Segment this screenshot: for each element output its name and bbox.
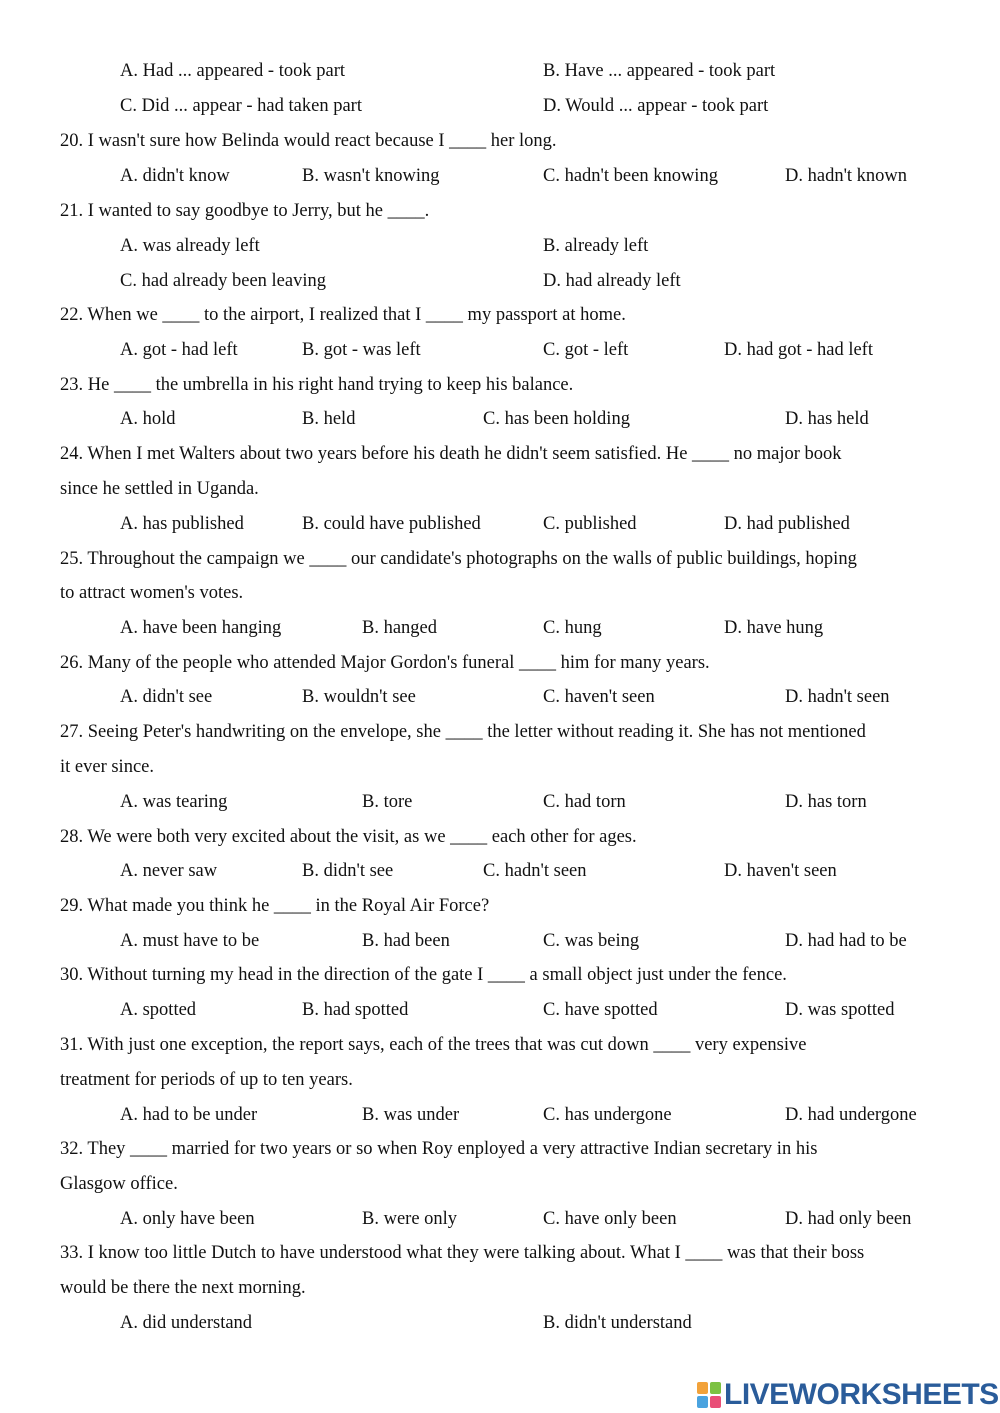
q29-opts-option-0[interactable]: A. must have to be bbox=[120, 931, 260, 951]
logo-text: LIVEWORKSHEETS bbox=[724, 1378, 999, 1411]
q28-opts-option-1[interactable]: B. didn't see bbox=[302, 861, 394, 881]
q30-opts-option-1[interactable]: B. had spotted bbox=[302, 1000, 409, 1020]
q21-opts-1-option-0[interactable]: A. was already left bbox=[120, 236, 260, 256]
q26-opts-option-1[interactable]: B. wouldn't see bbox=[302, 687, 416, 707]
q25-opts-option-0[interactable]: A. have been hanging bbox=[120, 618, 282, 638]
q25-opts-option-3[interactable]: D. have hung bbox=[724, 618, 824, 638]
q25-text: 25. Throughout the campaign we ____ our candidate's photographs on the walls of public buildings, hoping bbox=[60, 549, 857, 569]
q24-opts-option-2[interactable]: C. published bbox=[543, 514, 637, 534]
q20-opts-option-2[interactable]: C. hadn't been knowing bbox=[543, 166, 718, 186]
q24-opts-option-1[interactable]: B. could have published bbox=[302, 514, 481, 534]
q25-opts-option-2[interactable]: C. hung bbox=[543, 618, 602, 638]
q22-text: 22. When we ____ to the airport, I realized that I ____ my passport at home. bbox=[60, 305, 626, 325]
logo-square-1 bbox=[697, 1382, 708, 1394]
q29-opts-option-3[interactable]: D. had had to be bbox=[785, 931, 907, 951]
q29-opts-option-2[interactable]: C. was being bbox=[543, 931, 640, 951]
q21-opts-2-option-1[interactable]: D. had already left bbox=[543, 271, 681, 291]
q21-text: 21. I wanted to say goodbye to Jerry, but he ____. bbox=[60, 201, 430, 221]
q19-opts-2-option-0[interactable]: C. Did ... appear - had taken part bbox=[120, 96, 362, 116]
q26-opts-option-0[interactable]: A. didn't see bbox=[120, 687, 213, 707]
q24-opts-option-0[interactable]: A. has published bbox=[120, 514, 244, 534]
q31-cont-text: treatment for periods of up to ten years. bbox=[60, 1070, 353, 1090]
q27-opts-option-0[interactable]: A. was tearing bbox=[120, 792, 228, 812]
q25-cont-text: to attract women's votes. bbox=[60, 583, 244, 603]
q29-text: 29. What made you think he ____ in the Royal Air Force? bbox=[60, 896, 490, 916]
q33-cont-text: would be there the next morning. bbox=[60, 1278, 306, 1298]
q22-opts-option-2[interactable]: C. got - left bbox=[543, 340, 629, 360]
q22-opts-option-0[interactable]: A. got - had left bbox=[120, 340, 238, 360]
q30-opts-option-2[interactable]: C. have spotted bbox=[543, 1000, 658, 1020]
q20-text: 20. I wasn't sure how Belinda would react because I ____ her long. bbox=[60, 131, 557, 151]
q28-opts-option-0[interactable]: A. never saw bbox=[120, 861, 218, 881]
q29-opts-option-1[interactable]: B. had been bbox=[362, 931, 450, 951]
q31-text: 31. With just one exception, the report says, each of the trees that was cut down ____ very expensive bbox=[60, 1035, 807, 1055]
q20-opts-option-3[interactable]: D. hadn't known bbox=[785, 166, 908, 186]
q27-opts-option-2[interactable]: C. had torn bbox=[543, 792, 626, 812]
q27-opts-option-3[interactable]: D. has torn bbox=[785, 792, 867, 812]
q28-opts-option-2[interactable]: C. hadn't seen bbox=[483, 861, 587, 881]
q32-opts-option-1[interactable]: B. were only bbox=[362, 1209, 458, 1229]
q22-opts-option-3[interactable]: D. had got - had left bbox=[724, 340, 873, 360]
q26-opts-option-2[interactable]: C. haven't seen bbox=[543, 687, 655, 707]
q23-opts-option-3[interactable]: D. has held bbox=[785, 409, 869, 429]
q33-opts-option-0[interactable]: A. did understand bbox=[120, 1313, 253, 1333]
q24-text: 24. When I met Walters about two years before his death he didn't seem satisfied. He ____ no major book bbox=[60, 444, 842, 464]
q31-opts-option-3[interactable]: D. had undergone bbox=[785, 1105, 917, 1125]
q23-opts-option-2[interactable]: C. has been holding bbox=[483, 409, 630, 429]
q28-opts-option-3[interactable]: D. haven't seen bbox=[724, 861, 837, 881]
q32-opts-option-3[interactable]: D. had only been bbox=[785, 1209, 912, 1229]
q25-opts-option-1[interactable]: B. hanged bbox=[362, 618, 438, 638]
q28-text: 28. We were both very excited about the visit, as we ____ each other for ages. bbox=[60, 827, 637, 847]
q19-opts-1-option-1[interactable]: B. Have ... appeared - took part bbox=[543, 61, 776, 81]
q33-text: 33. I know too little Dutch to have understood what they were talking about. What I ____ was that their boss bbox=[60, 1243, 865, 1263]
q32-text: 32. They ____ married for two years or so when Roy enployed a very attractive Indian secretary in his bbox=[60, 1139, 818, 1159]
q30-opts-option-3[interactable]: D. was spotted bbox=[785, 1000, 895, 1020]
q24-cont-text: since he settled in Uganda. bbox=[60, 479, 259, 499]
q32-cont-text: Glasgow office. bbox=[60, 1174, 178, 1194]
q31-opts-option-2[interactable]: C. has undergone bbox=[543, 1105, 672, 1125]
logo-square-4 bbox=[710, 1396, 721, 1408]
q27-text: 27. Seeing Peter's handwriting on the envelope, she ____ the letter without reading it. She has not mentioned bbox=[60, 722, 866, 742]
q19-opts-2-option-1[interactable]: D. Would ... appear - took part bbox=[543, 96, 769, 116]
q31-opts-option-0[interactable]: A. had to be under bbox=[120, 1105, 258, 1125]
q21-opts-2-option-0[interactable]: C. had already been leaving bbox=[120, 271, 326, 291]
logo-square-2 bbox=[710, 1382, 721, 1394]
q19-opts-1-option-0[interactable]: A. Had ... appeared - took part bbox=[120, 61, 345, 81]
q30-opts-option-0[interactable]: A. spotted bbox=[120, 1000, 197, 1020]
q33-opts-option-1[interactable]: B. didn't understand bbox=[543, 1313, 692, 1333]
q22-opts-option-1[interactable]: B. got - was left bbox=[302, 340, 421, 360]
q20-opts-option-1[interactable]: B. wasn't knowing bbox=[302, 166, 440, 186]
q27-cont-text: it ever since. bbox=[60, 757, 154, 777]
q30-text: 30. Without turning my head in the direction of the gate I ____ a small object just under the fence. bbox=[60, 965, 787, 985]
q23-opts-option-0[interactable]: A. hold bbox=[120, 409, 176, 429]
q23-text: 23. He ____ the umbrella in his right hand trying to keep his balance. bbox=[60, 375, 574, 395]
q26-text: 26. Many of the people who attended Major Gordon's funeral ____ him for many years. bbox=[60, 653, 710, 673]
q27-opts-option-1[interactable]: B. tore bbox=[362, 792, 413, 812]
logo-mark-icon bbox=[697, 1382, 721, 1408]
q21-opts-1-option-1[interactable]: B. already left bbox=[543, 236, 649, 256]
q32-opts-option-2[interactable]: C. have only been bbox=[543, 1209, 677, 1229]
q20-opts-option-0[interactable]: A. didn't know bbox=[120, 166, 230, 186]
q32-opts-option-0[interactable]: A. only have been bbox=[120, 1209, 255, 1229]
q24-opts-option-3[interactable]: D. had published bbox=[724, 514, 850, 534]
q23-opts-option-1[interactable]: B. held bbox=[302, 409, 356, 429]
q31-opts-option-1[interactable]: B. was under bbox=[362, 1105, 460, 1125]
logo-square-3 bbox=[697, 1396, 708, 1408]
q26-opts-option-3[interactable]: D. hadn't seen bbox=[785, 687, 890, 707]
liveworksheets-logo[interactable] bbox=[697, 1378, 999, 1412]
